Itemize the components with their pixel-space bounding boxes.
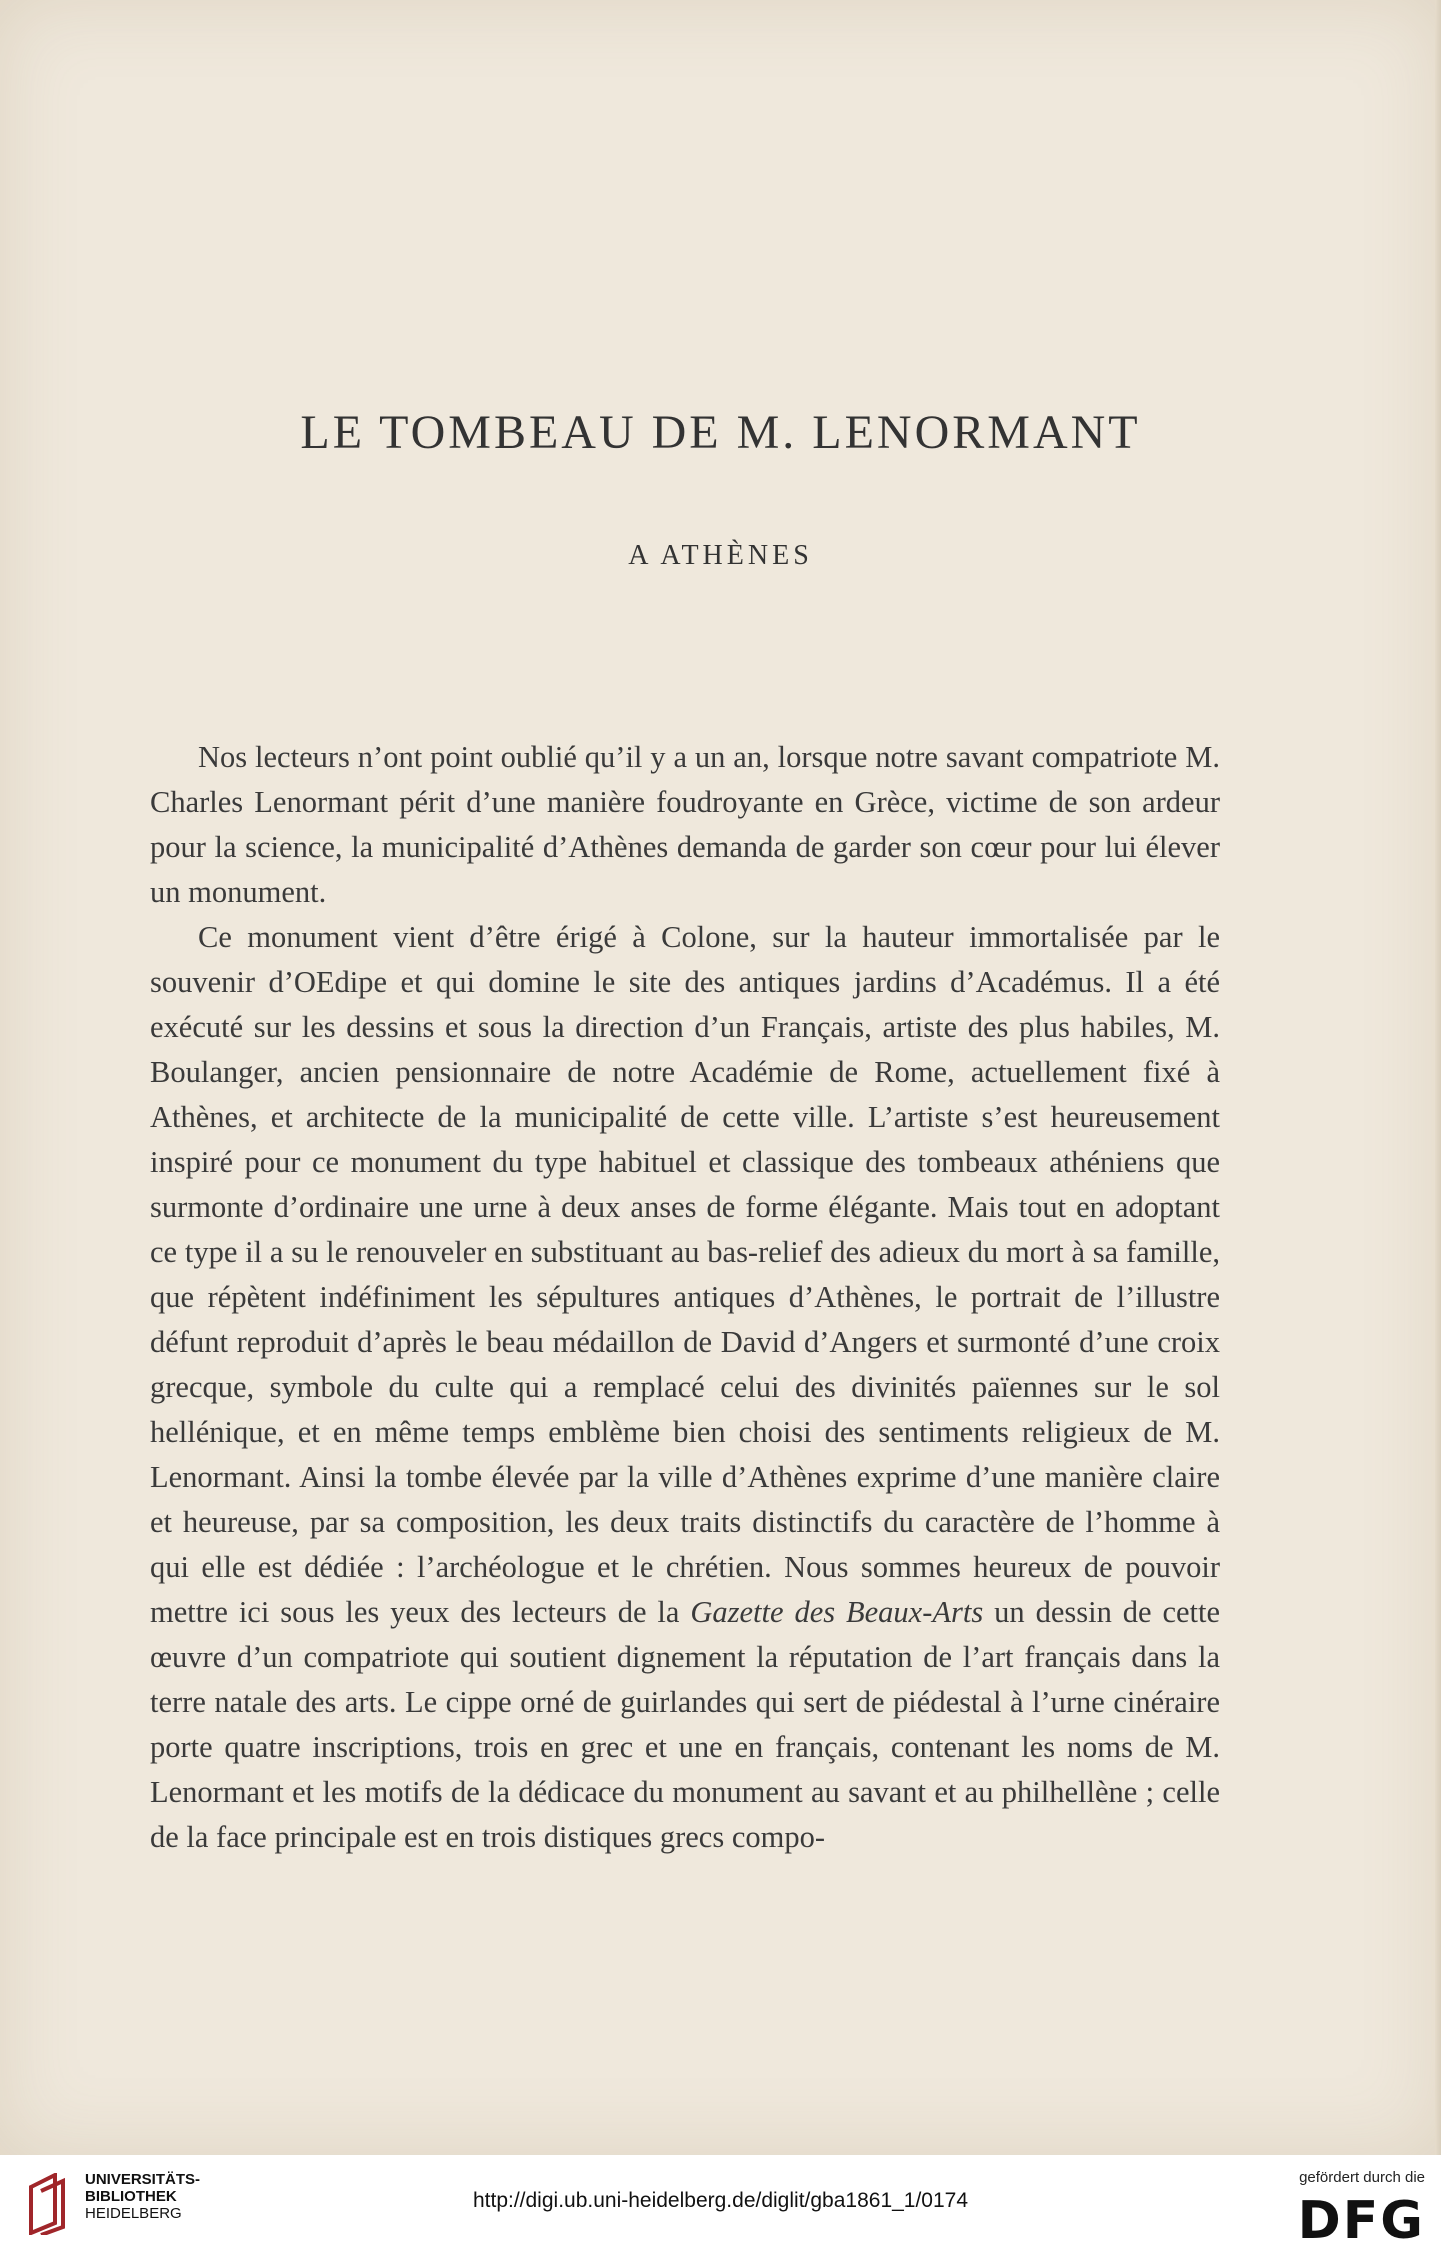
paragraph-2-text-end: un dessin de cette œuvre d’un compatriote qui soutient dignement la réputation de l’art français dans la terre natale des arts. Le cippe orné de guirlandes qui sert de piédestal à l’urne cinéraire porte quatre inscriptions, trois en grec et une en français, contenant les noms de M. Lenormant et les motifs de la dédicace du monument au savant et au philhellène ; celle de la face principale est en trois distiques grecs compo- [150, 1595, 1221, 1854]
paragraph-1 [150, 735, 1220, 915]
paragraph-2-text: Ce monument vient d’être érigé à Colone, sur la hauteur immortalisée par le souvenir d’OEdipe et qui domine le site des antiques jardins d’Académus. Il a été exécuté sur les dessins et sous la direction d’un Français, artiste des plus habiles, M. Boulanger, ancien pensionnaire de notre Académie de Rome, actuellement fixé à Athènes, et architecte de la municipalité de cette ville. L’artiste s’est heureusement inspiré pour ce monument du type habituel et classique des tombeaux athéniens que surmonte d’ordinaire une urne à deux anses de forme élégante. Mais tout en adoptant ce type il a su le renouveler en substituant au bas-relief des adieux du mort à sa famille, que répètent indéfiniment les sépultures antiques d’Athènes, le portrait de l’illustre défunt reproduit d’après le beau médaillon de David d’Angers et surmonté d’une croix grecque, symbole du culte qui a remplacé celui des divinités païennes sur le sol hellénique, et en même temps emblème bien choisi des sentiments religieux de M. Lenormant. Ainsi la tombe élevée par la ville d’Athènes exprime d’une manière claire et heureuse, par sa composition, les deux traits distinctifs du caractère de l’homme à qui elle est dédiée : l’archéologue et le chrétien. Nous sommes heureux de pouvoir mettre ici sous les yeux des lecteurs de la [150, 920, 1220, 1629]
library-name-line1: UNIVERSITÄTS- [85, 2171, 201, 2188]
article-subtitle: A ATHÈNES [628, 540, 813, 571]
article-body [150, 735, 1220, 1860]
library-name-line3: HEIDELBERG [85, 2205, 182, 2222]
article-title: LE TOMBEAU DE M. LENORMANT [300, 406, 1141, 459]
page-edge [1435, 0, 1441, 2155]
funded-by-label: gefördert durch die [1299, 2169, 1425, 2186]
dfg-logo: DFG [1297, 2191, 1425, 2251]
permalink-url[interactable]: http://digi.ub.uni-heidelberg.de/diglit/gba1861_1/0174 [472, 2189, 969, 2212]
paragraph-2 [150, 915, 1220, 1860]
library-name-line2: BIBLIOTHEK [85, 2188, 177, 2205]
footer-bar [0, 2155, 1441, 2265]
journal-title-italic: Gazette des Beaux-Arts [690, 1595, 984, 1629]
paragraph-1-text: Nos lecteurs n’ont point oublié qu’il y a un an, lorsque notre savant compatriote M. Charles Lenormant périt d’une manière foudroyante en Grèce, victime de son ardeur pour la science, la municipalité d’Athènes demanda de garder son cœur pour lui élever un monument. [150, 740, 1220, 909]
